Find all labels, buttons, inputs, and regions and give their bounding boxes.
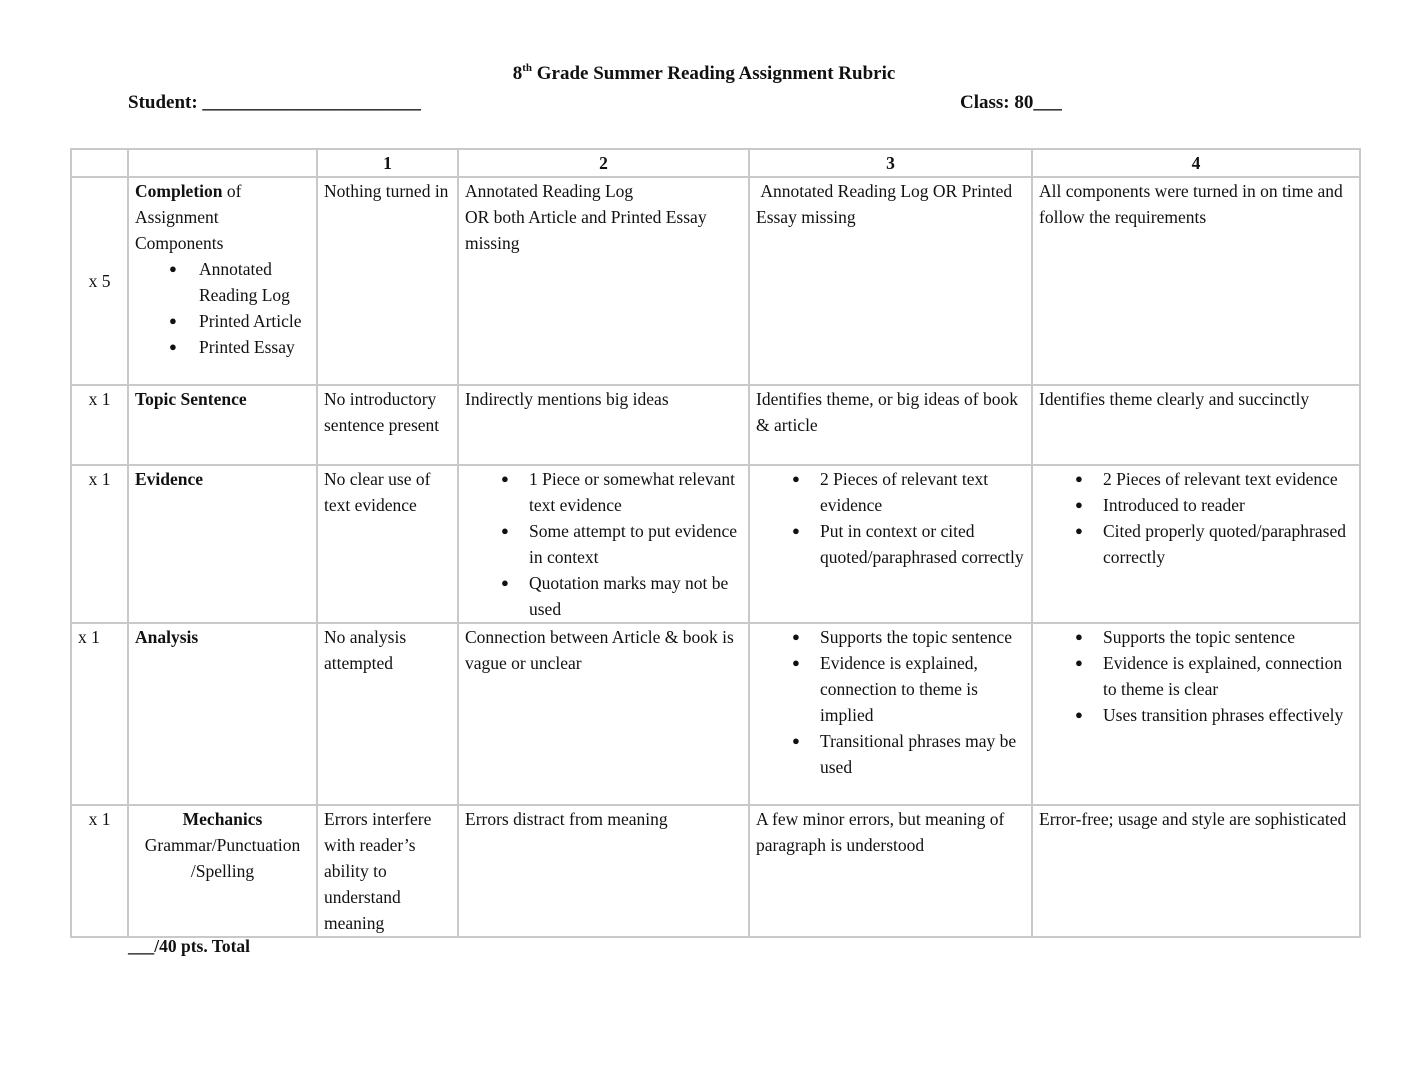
criterion-subtitle: /Spelling bbox=[190, 861, 255, 881]
score-3-cell bbox=[749, 623, 1032, 805]
score-2-cell: Indirectly mentions big ideas bbox=[458, 385, 749, 465]
list-item: ● Annotated Reading Log bbox=[135, 256, 310, 308]
column-header-score-3: 3 bbox=[749, 149, 1032, 177]
score-2-cell: Errors distract from meaning bbox=[458, 805, 749, 937]
score-1-cell: No introductory sentence present bbox=[317, 385, 458, 465]
list-item: ● Transitional phrases may be used bbox=[756, 728, 1025, 780]
score-1-cell: No clear use of text evidence bbox=[317, 465, 458, 623]
student-field-label: Student: _______________________ bbox=[128, 92, 421, 113]
multiplier-cell: x 1 bbox=[71, 805, 128, 937]
score-1-cell: Nothing turned in bbox=[317, 177, 458, 385]
page-title: 8th Grade Summer Reading Assignment Rubric bbox=[512, 62, 896, 84]
list-item: ● 2 Pieces of relevant text evidence bbox=[1039, 466, 1353, 492]
score-4-cell: Error-free; usage and style are sophisticated bbox=[1032, 805, 1360, 937]
criterion-cell bbox=[128, 385, 317, 465]
table-row-topic-sentence bbox=[71, 385, 1360, 465]
list-item: ● Some attempt to put evidence in context bbox=[465, 518, 742, 570]
list-item: ● Printed Article bbox=[135, 308, 310, 334]
criterion-cell bbox=[128, 177, 317, 385]
multiplier-cell bbox=[71, 177, 128, 385]
score-1-cell: Errors interfere with reader’s ability to understand meaning bbox=[317, 805, 458, 937]
multiplier-cell: x 1 bbox=[71, 465, 128, 623]
score-2-cell bbox=[458, 177, 749, 385]
score-2-cell: Connection between Article & book is vague or unclear bbox=[458, 623, 749, 805]
score-3-list bbox=[756, 466, 1025, 570]
score-4-list bbox=[1039, 466, 1353, 570]
score-1-cell: No analysis attempted bbox=[317, 623, 458, 805]
column-header-multiplier bbox=[71, 149, 128, 177]
score-4-cell bbox=[1032, 465, 1360, 623]
column-header-score-1: 1 bbox=[317, 149, 458, 177]
multiplier-value: x 5 bbox=[88, 271, 111, 291]
column-header-criteria bbox=[128, 149, 317, 177]
list-item: ● Supports the topic sentence bbox=[1039, 624, 1353, 650]
criterion-title: Mechanics bbox=[182, 809, 263, 829]
score-2-list bbox=[465, 466, 742, 622]
total-points-label: ___/40 pts. Total bbox=[128, 936, 251, 956]
criterion-subtitle: Grammar/Punctuation bbox=[144, 835, 301, 855]
score-4-list bbox=[1039, 624, 1353, 728]
table-row-mechanics bbox=[71, 805, 1360, 937]
list-item: ● 1 Piece or somewhat relevant text evidence bbox=[465, 466, 742, 518]
multiplier-cell: x 1 bbox=[71, 385, 128, 465]
list-item: ● Printed Essay bbox=[135, 334, 310, 360]
column-header-score-2: 2 bbox=[458, 149, 749, 177]
table-row-analysis bbox=[71, 623, 1360, 805]
score-3-list bbox=[756, 624, 1025, 780]
table-row-evidence bbox=[71, 465, 1360, 623]
column-header-score-4: 4 bbox=[1032, 149, 1360, 177]
list-item: ● Quotation marks may not be used bbox=[465, 570, 742, 622]
criterion-subtitle: of Assignment Components bbox=[135, 181, 242, 253]
score-3-cell bbox=[749, 465, 1032, 623]
criterion-title: Evidence bbox=[135, 469, 204, 489]
list-item: ● Uses transition phrases effectively bbox=[1039, 702, 1353, 728]
list-item: ● Put in context or cited quoted/paraphrased correctly bbox=[756, 518, 1025, 570]
score-3-cell: A few minor errors, but meaning of paragraph is understood bbox=[749, 805, 1032, 937]
score-4-cell: Identifies theme clearly and succinctly bbox=[1032, 385, 1360, 465]
list-item: ● Cited properly quoted/paraphrased correctly bbox=[1039, 518, 1353, 570]
list-item: ● Supports the topic sentence bbox=[756, 624, 1025, 650]
rubric-table bbox=[70, 148, 1361, 938]
list-item: ● Introduced to reader bbox=[1039, 492, 1353, 518]
criterion-cell bbox=[128, 623, 317, 805]
list-item: ● 2 Pieces of relevant text evidence bbox=[756, 466, 1025, 518]
multiplier-cell: x 1 bbox=[71, 623, 128, 805]
score-4-cell: All components were turned in on time and follow the requirements bbox=[1032, 177, 1360, 385]
score-3-cell: Annotated Reading Log OR Printed Essay missing bbox=[749, 177, 1032, 385]
score-4-cell bbox=[1032, 623, 1360, 805]
criterion-component-list bbox=[135, 256, 310, 360]
criterion-cell bbox=[128, 805, 317, 937]
list-item: ● Evidence is explained, connection to theme is clear bbox=[1039, 650, 1353, 702]
list-item: ● Evidence is explained, connection to theme is implied bbox=[756, 650, 1025, 728]
score-3-cell: Identifies theme, or big ideas of book & article bbox=[749, 385, 1032, 465]
cell-line: OR both Article and Printed Essay missing bbox=[465, 207, 707, 253]
class-field-label: Class: 80___ bbox=[960, 92, 1062, 113]
table-header-row bbox=[71, 149, 1360, 177]
criterion-title: Completion bbox=[135, 181, 223, 201]
criterion-cell bbox=[128, 465, 317, 623]
criterion-title: Topic Sentence bbox=[135, 389, 247, 409]
table-row-completion bbox=[71, 177, 1360, 385]
criterion-title: Analysis bbox=[135, 627, 199, 647]
score-2-cell bbox=[458, 465, 749, 623]
cell-line: Annotated Reading Log bbox=[465, 181, 634, 201]
